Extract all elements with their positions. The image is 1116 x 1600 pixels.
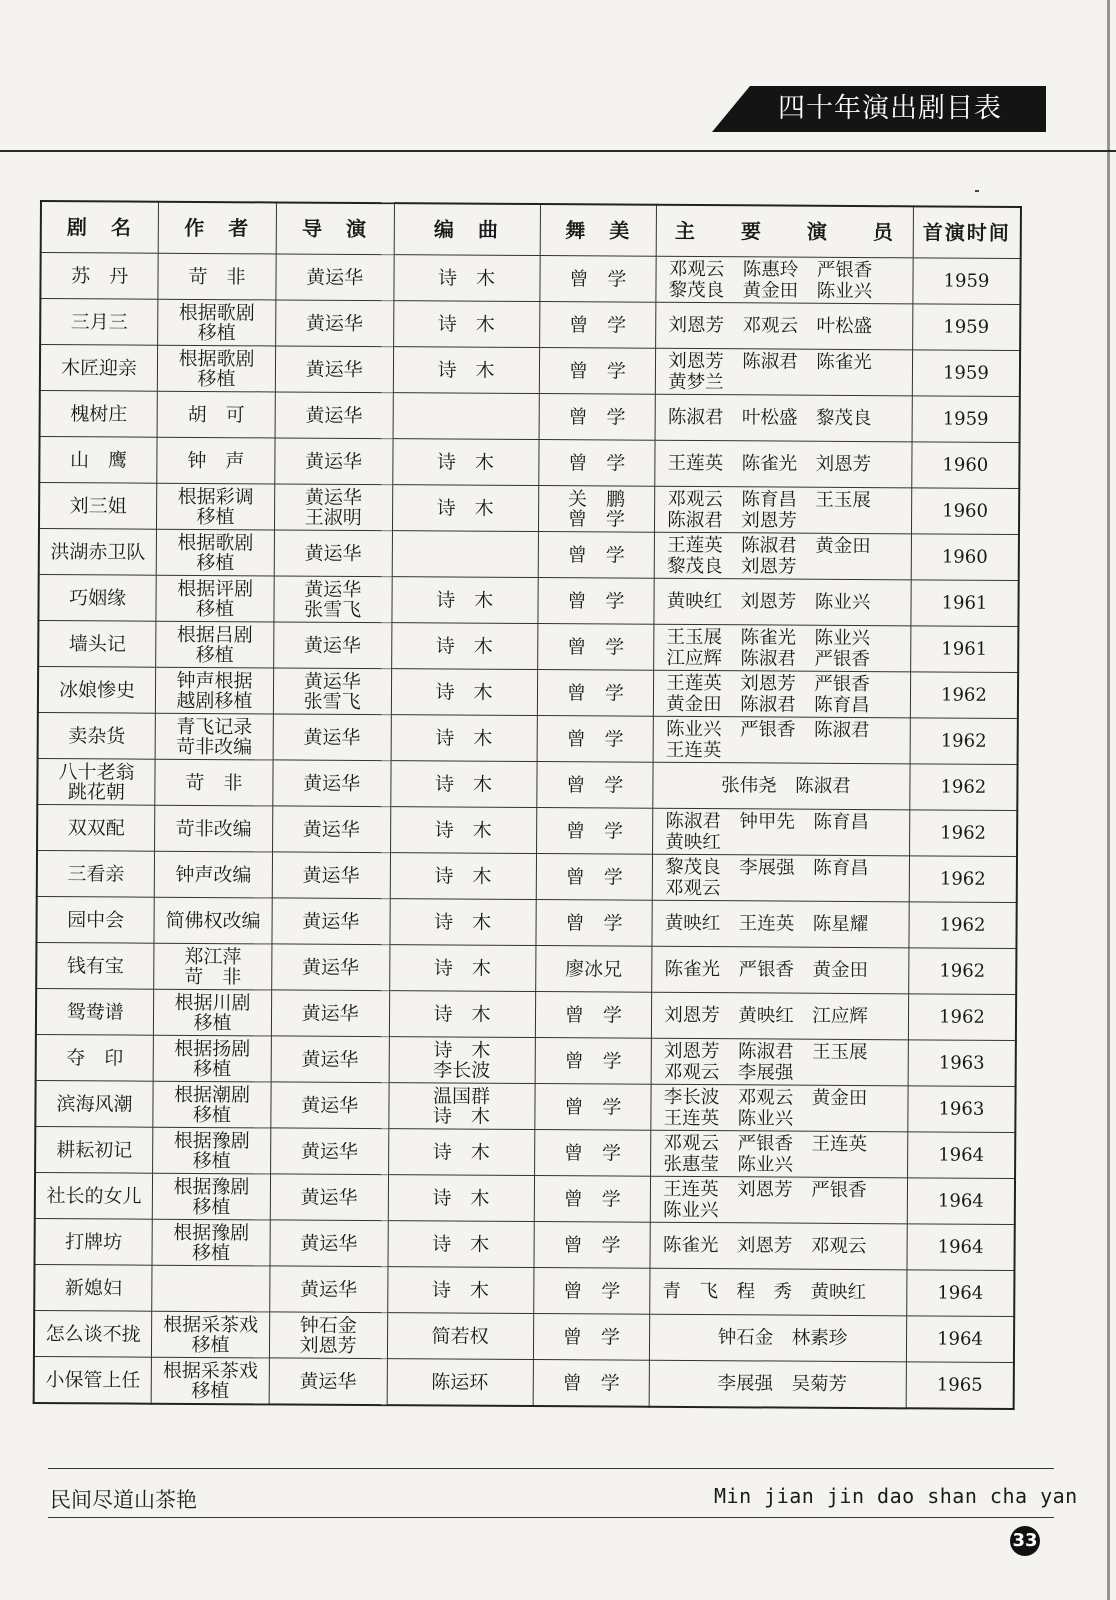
cell-director: 黄运华 <box>275 438 393 485</box>
header-author: 作 者 <box>158 202 276 254</box>
cell-author: 苛 非 <box>158 253 276 300</box>
cell-stage: 曾 学 <box>537 716 654 763</box>
cell-stage: 曾 学 <box>539 348 656 395</box>
table-row <box>36 988 1016 1040</box>
cell-director: 黄运华 <box>273 622 391 669</box>
cell-director: 黄运华 张雪飞 <box>274 576 392 623</box>
table-row <box>34 1356 1014 1408</box>
cell-actors: 王莲英 陈雀光 刘恩芳 <box>655 440 912 488</box>
cell-actors: 黎茂良 李展强 陈育昌 邓观云 <box>652 854 909 902</box>
cell-author: 根据豫剧 移植 <box>152 1173 270 1220</box>
cell-actors: 王连英 刘恩芳 严银香 陈业兴 <box>651 1176 908 1224</box>
cell-music: 温国群 诗 木 <box>388 1083 534 1130</box>
cell-music: 诗 木 <box>390 807 536 854</box>
cell-stage: 曾 学 <box>534 1222 651 1269</box>
cell-author: 根据川剧 移植 <box>154 989 272 1036</box>
cell-actors: 陈雀光 刘恩芳 邓观云 <box>650 1222 907 1270</box>
repertoire-table <box>33 200 1022 1410</box>
cell-year: 1962 <box>910 718 1018 765</box>
table-row <box>34 1264 1014 1316</box>
table-row <box>35 1080 1015 1132</box>
cell-director: 黄运华 <box>272 944 390 991</box>
cell-author: 根据潮剧 移植 <box>153 1081 271 1128</box>
table-row <box>40 391 1020 443</box>
table-row <box>35 1126 1015 1178</box>
page-edge-rule <box>1107 0 1110 1600</box>
cell-music: 诗 木 <box>390 853 536 900</box>
cell-director: 黄运华 张雪飞 <box>273 668 391 715</box>
cell-actors: 陈业兴 严银香 陈淑君 王连英 <box>653 716 910 764</box>
cell-actors: 陈淑君 叶松盛 黎茂良 <box>655 394 912 442</box>
cell-director: 黄运华 <box>270 1174 388 1221</box>
cell-actors: 李展强 吴菊芳 <box>649 1360 906 1408</box>
cell-author: 钟声改编 <box>154 851 272 898</box>
cell-year: 1962 <box>910 764 1018 811</box>
cell-year: 1962 <box>909 902 1017 949</box>
cell-year: 1964 <box>907 1178 1015 1225</box>
cell-author: 根据采茶戏 移植 <box>151 1357 269 1404</box>
cell-author: 郑江萍 苛 非 <box>154 943 272 990</box>
cell-year: 1964 <box>907 1270 1015 1317</box>
cell-title: 双双配 <box>37 804 155 851</box>
cell-music: 诗 木 <box>390 761 536 808</box>
table-row <box>38 574 1018 626</box>
cell-title: 耕耘初记 <box>35 1126 153 1173</box>
cell-stage: 曾 学 <box>538 578 655 625</box>
cell-stage: 曾 学 <box>537 670 654 717</box>
footer-title: 民间尽道山茶艳 <box>50 1488 197 1512</box>
cell-title: 刘三姐 <box>39 483 157 530</box>
table-row <box>36 1034 1016 1086</box>
table-row <box>40 345 1020 397</box>
cell-author: 根据歌剧 移植 <box>156 529 274 576</box>
cell-director: 黄运华 <box>275 300 393 347</box>
cell-actors: 王莲英 陈淑君 黄金田 黎茂良 刘恩芳 <box>654 532 911 580</box>
cell-music <box>393 393 539 440</box>
cell-stage: 曾 学 <box>539 256 656 303</box>
table-row <box>39 483 1019 535</box>
cell-stage: 曾 学 <box>536 762 653 809</box>
table-header-row <box>41 201 1021 258</box>
cell-stage: 曾 学 <box>535 1038 652 1085</box>
cell-title: 洪湖赤卫队 <box>39 529 157 576</box>
cell-author: 根据豫剧 移植 <box>153 1127 271 1174</box>
cell-music: 诗 木 <box>389 991 535 1038</box>
cell-year: 1962 <box>909 948 1017 995</box>
cell-music: 陈运环 <box>387 1359 533 1406</box>
cell-director: 黄运华 <box>276 254 394 301</box>
cell-title: 巧姻缘 <box>38 574 156 621</box>
cell-stage: 曾 学 <box>533 1360 650 1407</box>
cell-actors: 刘恩芳 陈淑君 王玉展 邓观云 李展强 <box>651 1038 908 1086</box>
cell-music: 诗 木 <box>392 439 538 486</box>
header-stage: 舞 美 <box>540 204 657 256</box>
cell-music: 诗 木 <box>389 945 535 992</box>
cell-year: 1963 <box>908 1040 1016 1087</box>
cell-director: 黄运华 <box>272 806 390 853</box>
cell-year: 1959 <box>913 304 1021 351</box>
cell-music: 诗 木 李长波 <box>389 1037 535 1084</box>
table-row <box>39 437 1019 489</box>
cell-stage: 廖冰兄 <box>535 946 652 993</box>
table-row <box>37 758 1017 810</box>
page-number: 33 <box>1010 1526 1040 1556</box>
table-row <box>38 620 1018 672</box>
cell-stage: 曾 学 <box>535 992 652 1039</box>
page-title: 四十年演出剧目表 <box>778 93 1002 124</box>
cell-title: 小保管上任 <box>34 1356 152 1403</box>
cell-actors: 邓观云 陈惠玲 严银香 黎茂良 黄金田 陈业兴 <box>656 256 913 304</box>
cell-title: 钱有宝 <box>36 942 154 989</box>
cell-music <box>392 531 538 578</box>
table-row <box>40 299 1020 351</box>
table-row <box>40 253 1020 305</box>
table-row <box>38 712 1018 764</box>
cell-stage: 曾 学 <box>536 854 653 901</box>
cell-stage: 曾 学 <box>539 302 656 349</box>
table-row <box>38 666 1018 718</box>
cell-title: 冰娘惨史 <box>38 666 156 713</box>
cell-stage: 关 鹏 曾 学 <box>538 486 655 533</box>
cell-year: 1960 <box>912 442 1020 489</box>
cell-stage: 曾 学 <box>534 1130 651 1177</box>
cell-stage: 曾 学 <box>533 1268 650 1315</box>
cell-title: 三看亲 <box>37 850 155 897</box>
table-row <box>35 1172 1015 1224</box>
cell-author: 青飞记录 苛非改编 <box>155 713 273 760</box>
cell-music: 诗 木 <box>391 577 537 624</box>
cell-year: 1962 <box>910 672 1018 719</box>
cell-actors: 陈雀光 严银香 黄金田 <box>652 946 909 994</box>
cell-stage: 曾 学 <box>538 532 655 579</box>
cell-music: 诗 木 <box>391 715 537 762</box>
cell-actors: 王莲英 刘恩芳 严银香 黄金田 陈淑君 陈育昌 <box>654 670 911 718</box>
cell-title: 怎么谈不拢 <box>34 1310 152 1357</box>
cell-author: 根据歌剧 移植 <box>158 299 276 346</box>
header-year: 首演时间 <box>913 206 1021 258</box>
cell-year: 1964 <box>907 1132 1015 1179</box>
cell-author: 根据彩调 移植 <box>157 483 275 530</box>
cell-year: 1960 <box>911 488 1019 535</box>
cell-director: 黄运华 <box>269 1358 387 1405</box>
cell-director: 钟石金 刘恩芳 <box>269 1312 387 1359</box>
cell-year: 1964 <box>907 1224 1015 1271</box>
cell-music: 简若权 <box>387 1313 533 1360</box>
cell-title: 滨海风潮 <box>35 1080 153 1127</box>
cell-title: 夺 印 <box>36 1034 154 1081</box>
cell-actors: 邓观云 陈育昌 王玉展 陈淑君 刘恩芳 <box>655 486 912 534</box>
cell-director: 黄运华 <box>271 1082 389 1129</box>
cell-author: 根据吕剧 移植 <box>156 621 274 668</box>
cell-stage: 曾 学 <box>537 624 654 671</box>
header-director: 导 演 <box>276 202 394 254</box>
cell-actors: 刘恩芳 黄映红 江应辉 <box>652 992 909 1040</box>
cell-actors: 黄映红 刘恩芳 陈业兴 <box>654 578 911 626</box>
table-row <box>37 804 1017 856</box>
cell-director: 黄运华 <box>270 1220 388 1267</box>
cell-actors: 刘恩芳 陈淑君 陈雀光 黄梦兰 <box>656 348 913 396</box>
cell-music: 诗 木 <box>392 485 538 532</box>
cell-actors: 李长波 邓观云 黄金田 王连英 陈业兴 <box>651 1084 908 1132</box>
cell-stage: 曾 学 <box>536 808 653 855</box>
cell-title: 卖杂货 <box>38 712 156 759</box>
cell-year: 1959 <box>913 258 1021 305</box>
cell-actors: 刘恩芳 邓观云 叶松盛 <box>656 302 913 350</box>
repertoire-table-wrapper <box>33 200 1022 1410</box>
footer-rule-bottom <box>48 1517 1054 1518</box>
cell-actors: 张伟尧 陈淑君 <box>653 762 910 810</box>
cell-title: 园中会 <box>36 896 154 943</box>
cell-title: 社长的女儿 <box>35 1172 153 1219</box>
cell-stage: 曾 学 <box>533 1314 650 1361</box>
cell-title: 苏 丹 <box>40 253 158 300</box>
cell-director: 黄运华 <box>274 530 392 577</box>
footer-rule-top <box>48 1468 1054 1469</box>
cell-director: 黄运华 <box>272 852 390 899</box>
cell-author: 苛非改编 <box>155 805 273 852</box>
footer-pinyin: Min jian jin dao shan cha yan <box>714 1484 1078 1508</box>
cell-director: 黄运华 <box>270 1128 388 1175</box>
cell-stage: 曾 学 <box>538 440 655 487</box>
cell-actors: 邓观云 严银香 王连英 张惠莹 陈业兴 <box>651 1130 908 1178</box>
cell-year: 1965 <box>906 1362 1014 1409</box>
cell-author: 根据采茶戏 移植 <box>152 1311 270 1358</box>
cell-author: 苛 非 <box>155 759 273 806</box>
cell-year: 1964 <box>906 1316 1014 1363</box>
header-title: 剧 名 <box>41 201 159 253</box>
cell-title: 木匠迎亲 <box>40 345 158 392</box>
cell-year: 1962 <box>909 856 1017 903</box>
cell-author: 钟 声 <box>157 437 275 484</box>
cell-music: 诗 木 <box>387 1267 533 1314</box>
cell-title: 鸳鸯谱 <box>36 988 154 1035</box>
cell-year: 1960 <box>911 534 1019 581</box>
cell-title: 打牌坊 <box>34 1218 152 1265</box>
stray-mark <box>975 190 979 192</box>
cell-author <box>152 1265 270 1312</box>
cell-music: 诗 木 <box>393 301 539 348</box>
cell-author: 钟声根据 越剧移植 <box>156 667 274 714</box>
cell-year: 1962 <box>908 994 1016 1041</box>
header-actors: 主 要 演 员 <box>656 205 913 258</box>
cell-title: 新媳妇 <box>34 1264 152 1311</box>
table-row <box>36 896 1016 948</box>
cell-author: 根据豫剧 移植 <box>152 1219 270 1266</box>
cell-music: 诗 木 <box>388 1129 534 1176</box>
header-music: 编 曲 <box>394 203 540 255</box>
cell-actors: 王玉展 陈雀光 陈业兴 江应辉 陈淑君 严银香 <box>654 624 911 672</box>
cell-actors: 青 飞 程 秀 黄映红 <box>650 1268 907 1316</box>
table-row <box>34 1310 1014 1362</box>
cell-year: 1962 <box>909 810 1017 857</box>
cell-music: 诗 木 <box>389 899 535 946</box>
cell-director: 黄运华 <box>275 346 393 393</box>
cell-author: 胡 可 <box>157 391 275 438</box>
cell-year: 1961 <box>911 580 1019 627</box>
cell-author: 根据扬剧 移植 <box>153 1035 271 1082</box>
cell-year: 1963 <box>908 1086 1016 1133</box>
cell-author: 简佛权改编 <box>154 897 272 944</box>
cell-stage: 曾 学 <box>534 1084 651 1131</box>
cell-director: 黄运华 <box>271 1036 389 1083</box>
cell-music: 诗 木 <box>391 623 537 670</box>
cell-author: 根据评剧 移植 <box>156 575 274 622</box>
cell-title: 墙头记 <box>38 620 156 667</box>
cell-director: 黄运华 <box>271 990 389 1037</box>
cell-stage: 曾 学 <box>539 394 656 441</box>
cell-title: 山 鹰 <box>39 437 157 484</box>
table-body <box>34 253 1021 1409</box>
cell-year: 1961 <box>911 626 1019 673</box>
cell-music: 诗 木 <box>388 1175 534 1222</box>
cell-actors: 黄映红 王连英 陈星耀 <box>652 900 909 948</box>
cell-director: 黄运华 <box>273 714 391 761</box>
cell-author: 根据歌剧 移植 <box>158 345 276 392</box>
cell-year: 1959 <box>912 350 1020 397</box>
cell-actors: 陈淑君 钟甲先 陈育昌 黄映红 <box>653 808 910 856</box>
cell-title: 三月三 <box>40 299 158 346</box>
cell-director: 黄运华 王淑明 <box>274 484 392 531</box>
header-rule <box>0 150 1116 152</box>
cell-stage: 曾 学 <box>534 1176 651 1223</box>
cell-title: 八十老翁 跳花朝 <box>37 758 155 805</box>
cell-music: 诗 木 <box>391 669 537 716</box>
cell-stage: 曾 学 <box>536 900 653 947</box>
cell-director: 黄运华 <box>275 392 393 439</box>
table-row <box>37 850 1017 902</box>
cell-actors: 钟石金 林素珍 <box>650 1314 907 1362</box>
cell-music: 诗 木 <box>388 1221 534 1268</box>
cell-music: 诗 木 <box>393 255 539 302</box>
cell-director: 黄运华 <box>270 1266 388 1313</box>
table-row <box>36 942 1016 994</box>
cell-director: 黄运华 <box>273 760 391 807</box>
cell-director: 黄运华 <box>272 898 390 945</box>
cell-title: 槐树庄 <box>40 391 158 438</box>
table-row <box>39 529 1019 581</box>
table-row <box>34 1218 1014 1270</box>
cell-music: 诗 木 <box>393 347 539 394</box>
cell-year: 1959 <box>912 396 1020 443</box>
